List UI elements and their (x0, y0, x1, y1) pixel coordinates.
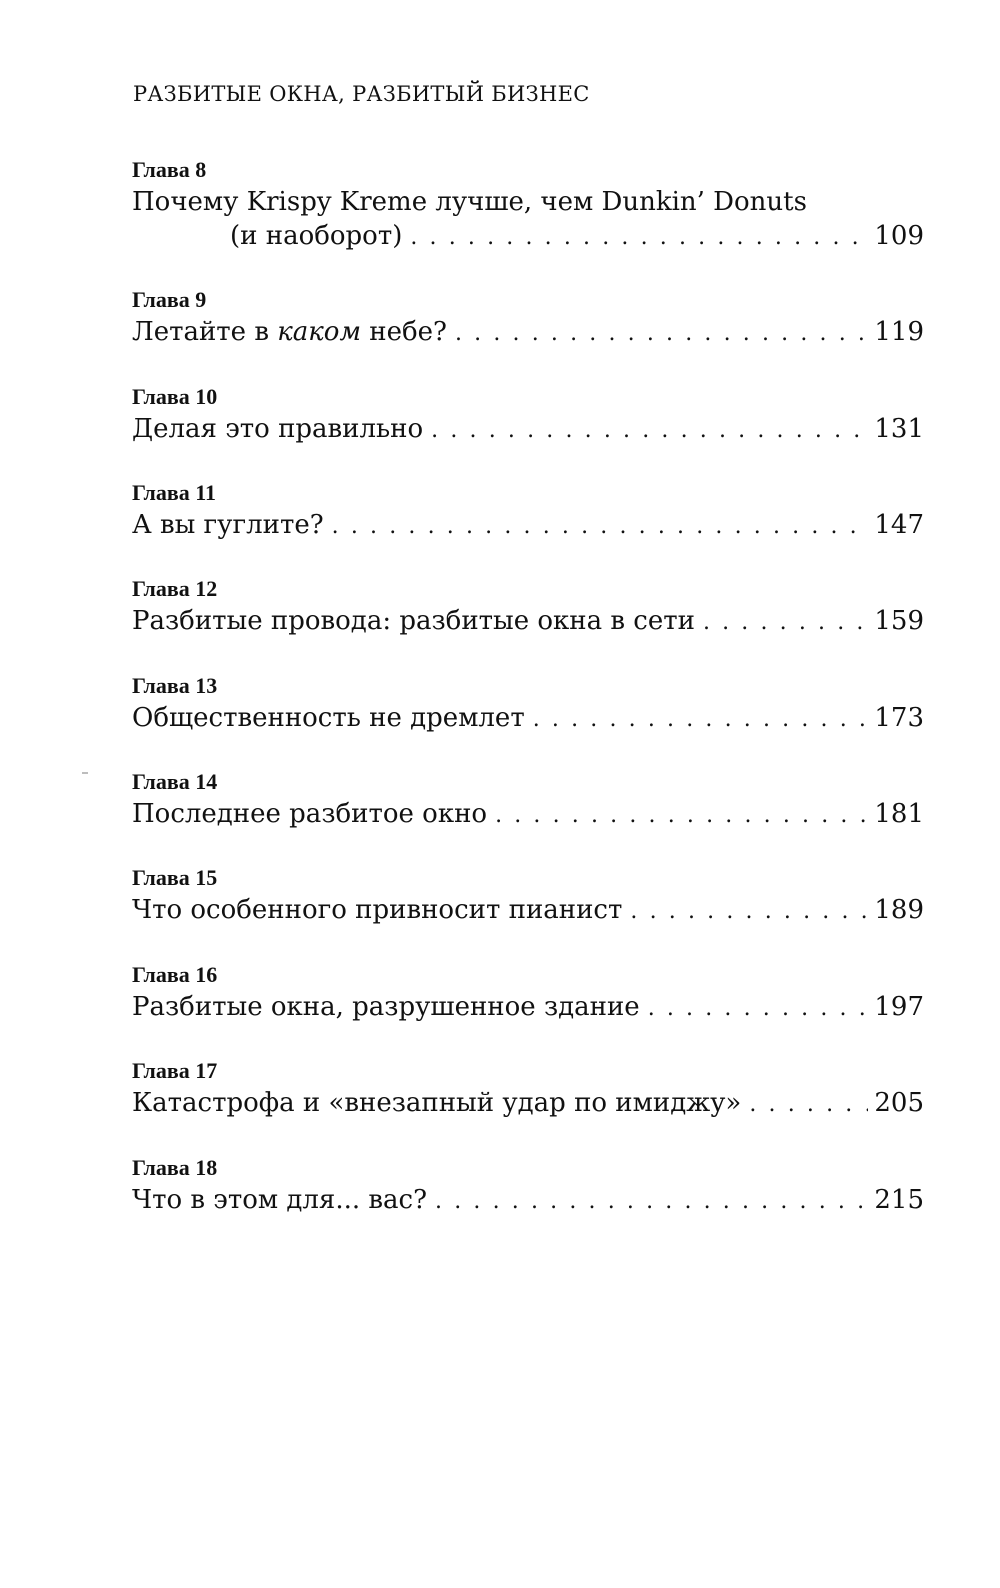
chapter-title-emphasis: каком (277, 317, 361, 347)
toc-entry (132, 478, 924, 542)
chapter-title: Что в этом для... вас? (132, 1185, 428, 1215)
chapter-label: Глава 11 (132, 480, 217, 505)
scan-speck (82, 772, 88, 774)
page-number: 109 (874, 221, 924, 251)
chapter-title (132, 315, 447, 349)
page-number: 205 (874, 1088, 924, 1118)
dot-leader (431, 414, 868, 448)
chapter-title-line (132, 893, 924, 927)
chapter-title-line-1: Почему Krispy Kreme лучше, чем Dunkin’ Donuts (132, 187, 807, 217)
chapter-title: А вы гуглите? (132, 510, 324, 540)
chapter-title: Разбитые провода: разбитые окна в сети (132, 606, 695, 636)
dot-leader (455, 317, 868, 351)
toc-entry (132, 1056, 924, 1120)
page-number: 181 (874, 799, 924, 829)
page-number: 147 (874, 510, 924, 540)
chapter-title-line (132, 412, 924, 446)
toc-entry (132, 574, 924, 638)
chapter-title: Разбитые окна, разрушенное здание (132, 992, 640, 1022)
page-number: 159 (874, 606, 924, 636)
toc-entry (132, 155, 924, 253)
dot-leader (749, 1088, 868, 1122)
chapter-title-line (132, 990, 924, 1024)
dot-leader (410, 221, 868, 255)
dot-leader (332, 510, 869, 544)
dot-leader (435, 1185, 868, 1219)
chapter-label: Глава 13 (132, 673, 218, 698)
dot-leader (533, 703, 869, 737)
chapter-title: Общественность не дремлет (132, 703, 525, 733)
chapter-label: Глава 14 (132, 769, 218, 794)
toc-entry (132, 767, 924, 831)
chapter-title-line (132, 604, 924, 638)
chapter-title: Делая это правильно (132, 414, 424, 444)
chapter-label: Глава 18 (132, 1155, 218, 1180)
chapter-title-line (132, 1183, 924, 1217)
chapter-title-line (132, 1086, 924, 1120)
chapter-title: Последнее разбитое окно (132, 799, 488, 829)
page-number: 119 (874, 317, 924, 347)
dot-leader (648, 992, 869, 1026)
chapter-label: Глава 17 (132, 1058, 218, 1083)
chapter-title-line (132, 701, 924, 735)
chapter-title: Катастрофа и «внезапный удар по имиджу» (132, 1088, 742, 1118)
chapter-label: Глава 16 (132, 962, 218, 987)
chapter-title: Что особенного привносит пианист (132, 895, 623, 925)
chapter-title-part: небе? (361, 317, 447, 347)
chapter-label: Глава 12 (132, 576, 218, 601)
dot-leader (495, 799, 868, 833)
page-number: 189 (874, 895, 924, 925)
page-number: 215 (874, 1185, 924, 1215)
dot-leader (703, 606, 868, 640)
chapter-label: Глава 8 (132, 157, 207, 182)
toc-entry (132, 960, 924, 1024)
chapter-label: Глава 10 (132, 384, 218, 409)
dot-leader (630, 895, 868, 929)
toc-entry (132, 382, 924, 446)
chapter-label: Глава 9 (132, 287, 207, 312)
chapter-title-line (132, 315, 924, 349)
chapter-title: (и наоборот) (230, 221, 403, 251)
page-number: 131 (874, 414, 924, 444)
toc-entry (132, 671, 924, 735)
page-number: 197 (874, 992, 924, 1022)
chapter-title-line (132, 508, 924, 542)
toc-entry (132, 1153, 924, 1217)
running-head: РАЗБИТЫЕ ОКНА, РАЗБИТЫЙ БИЗНЕС (133, 82, 590, 106)
toc-entry (132, 863, 924, 927)
toc-entry (132, 285, 924, 349)
chapter-label: Глава 15 (132, 865, 218, 890)
page-number: 173 (874, 703, 924, 733)
chapter-title-part: Летайте в (132, 317, 278, 347)
chapter-title-line (132, 797, 924, 831)
chapter-title-line-2 (132, 219, 924, 253)
